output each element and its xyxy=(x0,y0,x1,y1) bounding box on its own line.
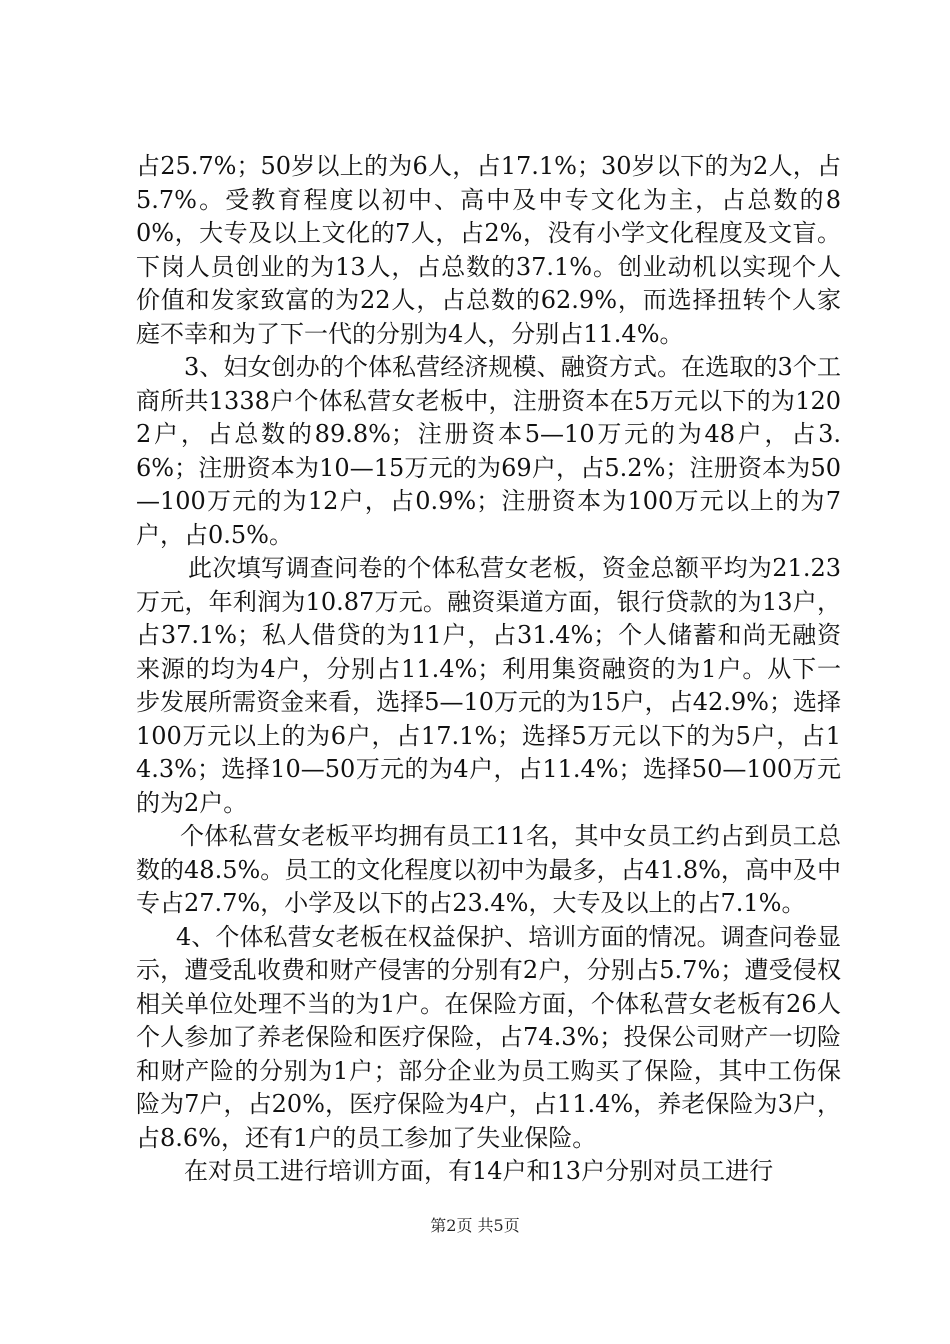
paragraph-staff-training: 在对员工进行培训方面，有14户和13户分别对员工进行 xyxy=(184,1157,774,1185)
document-body xyxy=(136,150,841,1189)
paragraph-employees: 个体私营女老板平均拥有员工11名，其中女员工约占到员工总数的48.5%。员工的文化程度以初中为最多，占41.8%，高中及中专占27.7%，小学及以下的占23.4%，大专及以上的占7.1%。 xyxy=(136,822,841,917)
paragraph-rights-training: 4、个体私营女老板在权益保护、培训方面的情况。调查问卷显示，遭受乱收费和财产侵害的分别有2户，分别占5.7%；遭受侵权相关单位处理不当的为1户。在保险方面，个体私营女老板有26人个人参加了养老保险和医疗保险，占74.3%；投保公司财产一切险和财产险的分别为1户；部分企业为员工购买了保险，其中工伤保险为7户，占20%，医疗保险为4户，占11.4%，养老保险为3户，占8.6%，还有1户的员工参加了失业保险。 xyxy=(136,922,841,1152)
page-footer xyxy=(0,1216,950,1236)
paragraph-capital-survey: 此次填写调查问卷的个体私营女老板，资金总额平均为21.23万元，年利润为10.87万元。融资渠道方面，银行贷款的为13户，占37.1%；私人借贷的为11户，占31.4%；个人储蓄和尚无融资来源的均为4户，分别占11.4%；利用集资融资的为1户。从下一步发展所需资金来看，选择5—10万元的为15户，占42.9%；选择100万元以上的为6户，占17.1%；选择5万元以下的为5户，占14.3%；选择10—50万元的为4户，占11.4%；选择50—100万元的为2户。 xyxy=(136,554,841,817)
paragraph-scale-financing: 3、妇女创办的个体私营经济规模、融资方式。在选取的3个工商所共1338户个体私营女老板中，注册资本在5万元以下的为1202户，占总数的89.8%；注册资本5—10万元的为48户，占3.6%；注册资本为10—15万元的为69户，占5.2%；注册资本为50—100万元的为12户，占0.9%；注册资本为100万元以上的为7户，占0.5%。 xyxy=(136,353,841,549)
page-number-label: 第2页 共5页 xyxy=(430,1216,520,1235)
paragraph-demographics: 占25.7%；50岁以上的为6人，占17.1%；30岁以下的为2人，占5.7%。受教育程度以初中、高中及中专文化为主，占总数的80%，大专及以上文化的7人，占2%，没有小学文化程度及文盲。下岗人员创业的为13人，占总数的37.1%。创业动机以实现个人价值和发家致富的为22人，占总数的62.9%，而选择扭转个人家庭不幸和为了下一代的分别为4人，分别占11.4%。 xyxy=(136,152,841,348)
